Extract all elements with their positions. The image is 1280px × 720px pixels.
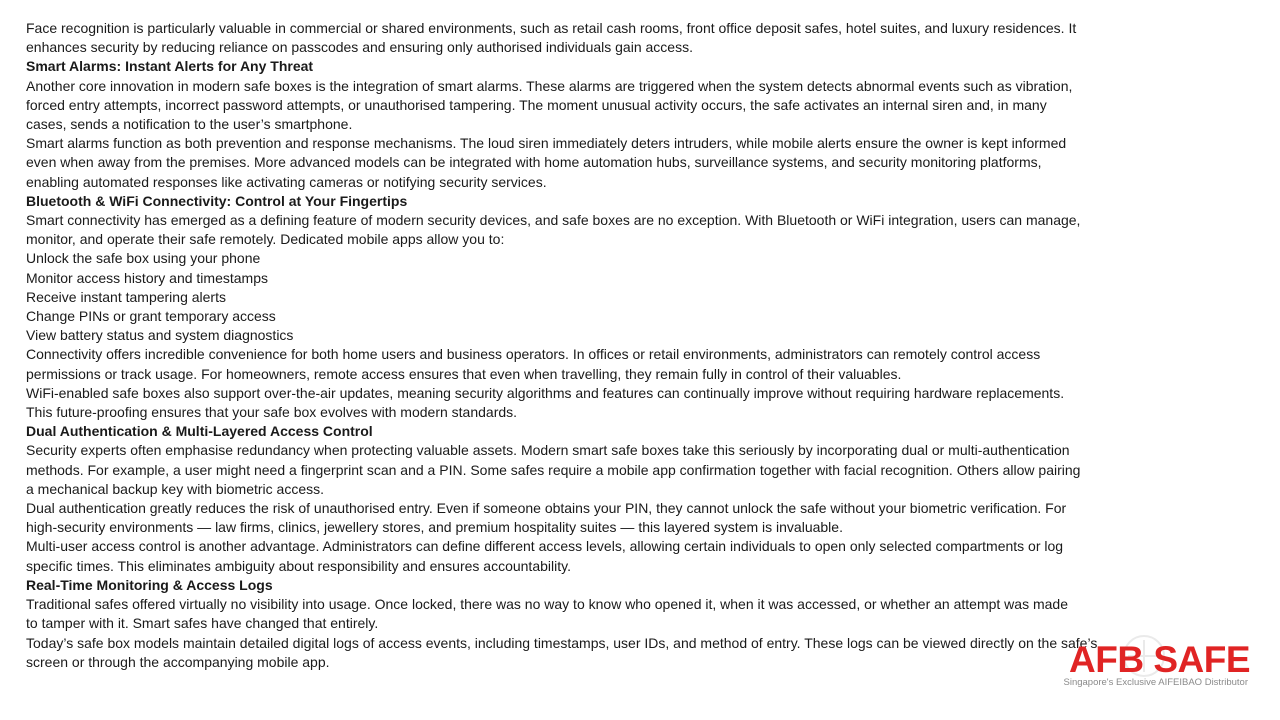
paragraph-line: Another core innovation in modern safe boxes is the integration of smart alarms. These alarms are triggered when the system detects abnormal events such as vibration, bbox=[26, 77, 1073, 94]
paragraph-line: Multi-user access control is another advantage. Administrators can define different access levels, allowing certain individuals to open only selected compartments or log bbox=[26, 538, 1064, 555]
paragraph-line: Dual authentication greatly reduces the risk of unauthorised entry. Even if someone obtains your PIN, they cannot unlock the safe without your biometric verification. For bbox=[26, 500, 1067, 517]
paragraph-line: enabling automated responses like activating cameras or notifying security services. bbox=[26, 173, 547, 190]
paragraph-line: Change PINs or grant temporary access bbox=[26, 308, 276, 325]
paragraph-line: View battery status and system diagnostics bbox=[26, 327, 294, 344]
paragraph-line: permissions or track usage. For homeowners, remote access ensures that even when travelling, they remain fully in control of their valuables. bbox=[26, 365, 902, 382]
article-body bbox=[26, 19, 1138, 672]
paragraph-line: Traditional safes offered virtually no visibility into usage. Once locked, there was no way to know who opened it, when it was accessed, or whether an attempt was made bbox=[26, 596, 1068, 613]
section-heading: Smart Alarms: Instant Alerts for Any Threat bbox=[26, 58, 314, 75]
paragraph-line: Face recognition is particularly valuable in commercial or shared environments, such as retail cash rooms, front office deposit safes, hotel suites, and luxury residences. It bbox=[26, 20, 1077, 36]
paragraph-line: Monitor access history and timestamps bbox=[26, 269, 268, 286]
paragraph-line: forced entry attempts, incorrect password attempts, or unauthorised tampering. The moment unusual activity occurs, the safe activates an internal siren and, in many bbox=[26, 96, 1047, 113]
paragraph-line: a mechanical backup key with biometric access. bbox=[26, 480, 325, 497]
paragraph-line: screen or through the accompanying mobile app. bbox=[26, 653, 330, 670]
paragraph-line: WiFi-enabled safe boxes also support over-the-air updates, meaning security algorithms and features can continually improve without requiring hardware replacements. bbox=[26, 384, 1065, 401]
paragraph-line: Smart alarms function as both prevention and response mechanisms. The loud siren immediately deters intruders, while mobile alerts ensure the owner is kept informed bbox=[26, 135, 1067, 152]
section-heading: Real-Time Monitoring & Access Logs bbox=[26, 576, 273, 593]
paragraph-line: specific times. This eliminates ambiguity about responsibility and ensures accountability. bbox=[26, 557, 571, 574]
paragraph-line: even when away from the premises. More advanced models can be integrated with home automation hubs, surveillance systems, and security monitoring platforms, bbox=[26, 154, 1042, 171]
paragraph-line: Security experts often emphasise redundancy when protecting valuable assets. Modern smart safe boxes take this seriously by incorporating dual or multi-authentication bbox=[26, 442, 1070, 459]
section-heading: Bluetooth & WiFi Connectivity: Control at Your Fingertips bbox=[26, 192, 408, 209]
paragraph-line: This future-proofing ensures that your safe box evolves with modern standards. bbox=[26, 404, 518, 421]
logo-wordmark: AFB SAFE bbox=[1069, 639, 1250, 680]
paragraph-line: Today’s safe box models maintain detailed digital logs of access events, including timestamps, user IDs, and method of entry. These logs can be viewed directly on the safe’s bbox=[26, 634, 1098, 651]
section-heading: Dual Authentication & Multi-Layered Access Control bbox=[26, 423, 373, 440]
paragraph-line: Connectivity offers incredible convenience for both home users and business operators. In offices or retail environments, administrators can remotely control access bbox=[26, 346, 1041, 363]
paragraph-line: to tamper with it. Smart safes have changed that entirely. bbox=[26, 615, 379, 632]
paragraph-line: Receive instant tampering alerts bbox=[26, 288, 226, 305]
logo-tagline: Singapore's Exclusive AIFEIBAO Distributor bbox=[1063, 677, 1248, 688]
paragraph-line: monitor, and operate their safe remotely. Dedicated mobile apps allow you to: bbox=[26, 231, 505, 248]
paragraph-line: enhances security by reducing reliance on passcodes and ensuring only authorised individuals gain access. bbox=[26, 39, 693, 56]
brand-logo bbox=[1040, 632, 1250, 690]
paragraph-line: Unlock the safe box using your phone bbox=[26, 250, 261, 267]
paragraph-line: high-security environments — law firms, clinics, jewellery stores, and premium hospitality suites — this layered system is invaluable. bbox=[26, 519, 843, 536]
paragraph-line: methods. For example, a user might need a fingerprint scan and a PIN. Some safes require a mobile app confirmation together with facial recognition. Others allow pairing bbox=[26, 461, 1081, 478]
paragraph-line: Smart connectivity has emerged as a defining feature of modern security devices, and safe boxes are no exception. With Bluetooth or WiFi integration, users can manage, bbox=[26, 212, 1081, 229]
paragraph-line: cases, sends a notification to the user’s smartphone. bbox=[26, 116, 353, 133]
